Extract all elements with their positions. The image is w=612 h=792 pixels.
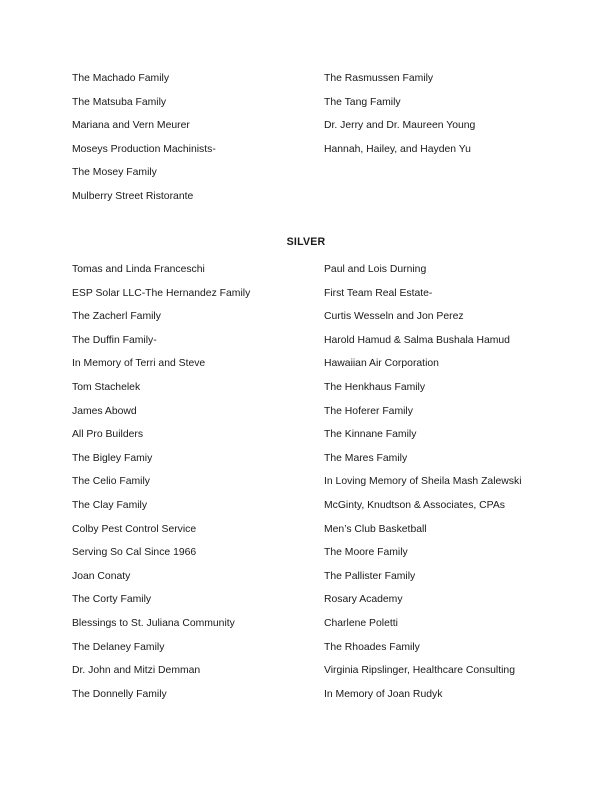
donor-name: The Tang Family bbox=[324, 96, 401, 108]
donor-name: The Bigley Famiy bbox=[72, 452, 153, 464]
donor-name: The Corty Family bbox=[72, 594, 152, 606]
donor-name: In Loving Memory of Sheila Mash Zalewski bbox=[324, 476, 522, 488]
donor-name: Joan Conaty bbox=[72, 570, 131, 582]
top-left-donor-list bbox=[72, 71, 216, 213]
donor-name: Harold Hamud & Salma Bushala Hamud bbox=[324, 334, 510, 346]
silver-section-heading: SILVER bbox=[286, 236, 326, 248]
donor-name: In Memory of Terri and Steve bbox=[72, 358, 206, 370]
donor-name: The Clay Family bbox=[72, 499, 148, 511]
donor-name: The Mosey Family bbox=[72, 167, 157, 179]
donor-name: The Henkhaus Family bbox=[324, 381, 426, 393]
donor-name: James Abowd bbox=[72, 405, 137, 417]
donor-name: Hannah, Hailey, and Hayden Yu bbox=[324, 143, 471, 155]
donor-name: Virginia Ripslinger, Healthcare Consulting bbox=[324, 665, 515, 677]
donor-name: The Duffin Family- bbox=[72, 334, 157, 346]
donor-name: All Pro Builders bbox=[72, 429, 144, 441]
donor-name: The Mares Family bbox=[324, 452, 408, 464]
donor-name: The Rhoades Family bbox=[324, 641, 420, 653]
donor-name: The Celio Family bbox=[72, 476, 150, 488]
donor-name: The Kinnane Family bbox=[324, 429, 417, 441]
donor-name: The Moore Family bbox=[324, 547, 408, 559]
donor-name: Charlene Poletti bbox=[324, 617, 398, 629]
donor-name: The Hoferer Family bbox=[324, 405, 413, 417]
donor-name: Colby Pest Control Service bbox=[72, 523, 197, 535]
silver-right-donor-list bbox=[324, 262, 522, 710]
donor-name: The Rasmussen Family bbox=[324, 73, 434, 84]
donor-name: Dr. John and Mitzi Demman bbox=[72, 665, 201, 677]
donor-name: The Matsuba Family bbox=[72, 96, 167, 108]
donor-name: In Memory of Joan Rudyk bbox=[324, 688, 443, 700]
donor-name: Curtis Wesseln and Jon Perez bbox=[324, 311, 464, 323]
donor-name: Hawaiian Air Corporation bbox=[324, 358, 439, 370]
silver-left-donor-list bbox=[72, 262, 250, 710]
donor-name: ESP Solar LLC-The Hernandez Family bbox=[72, 287, 251, 299]
donor-name: The Donnelly Family bbox=[72, 688, 167, 700]
donor-name: Mulberry Street Ristorante bbox=[72, 190, 194, 202]
donor-name: Tom Stachelek bbox=[72, 381, 141, 393]
donor-name: The Pallister Family bbox=[324, 570, 416, 582]
donor-name: The Zacherl Family bbox=[72, 311, 161, 323]
top-right-donor-list bbox=[324, 71, 475, 165]
donor-name: Tomas and Linda Franceschi bbox=[72, 264, 205, 275]
donor-name: Moseys Production Machinists- bbox=[72, 143, 216, 155]
donor-name: Mariana and Vern Meurer bbox=[72, 120, 190, 132]
donor-name: The Delaney Family bbox=[72, 641, 165, 653]
donor-name: Rosary Academy bbox=[324, 594, 403, 606]
donor-name: Paul and Lois Durning bbox=[324, 264, 427, 275]
donor-name: Men’s Club Basketball bbox=[324, 523, 427, 535]
donor-name: Dr. Jerry and Dr. Maureen Young bbox=[324, 120, 476, 132]
donor-name: Blessings to St. Juliana Community bbox=[72, 617, 235, 629]
donor-name: The Machado Family bbox=[72, 73, 170, 84]
donor-name: Serving So Cal Since 1966 bbox=[72, 547, 197, 559]
donor-name: McGinty, Knudtson & Associates, CPAs bbox=[324, 499, 505, 511]
donor-name: First Team Real Estate- bbox=[324, 287, 433, 299]
